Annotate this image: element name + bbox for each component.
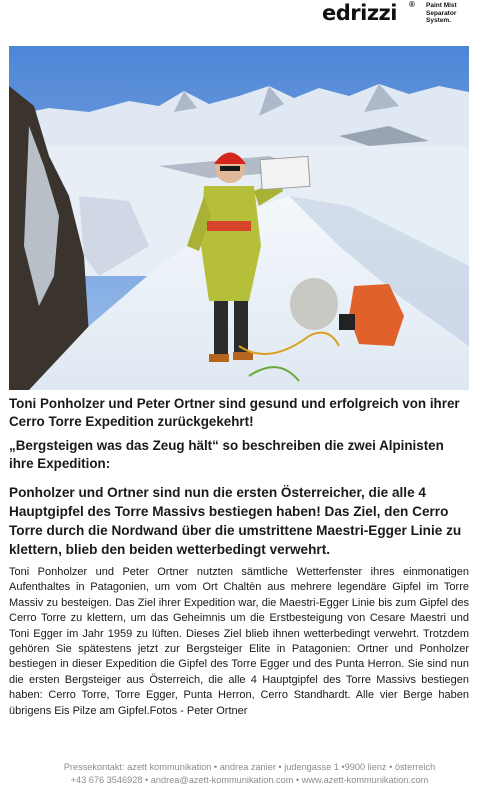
press-contact: Pressekontakt: azett kommunikation • andrea zanier • judengasse 1 •9900 lienz • österreich [63,762,436,772]
article-body: Toni Ponholzer und Peter Ortner nutzten sämtliche Wetterfenster ihres einmonatigen Aufenthaltes in Patagonien, um vom Ort Chaltèn aus mehrere legendäre Gipfel im Torre Massiv zu besteigen. Das Ziel ihrer Expedition war, die Maestri-Egger Linie bis zum Gipfel des Cerro Torre zu klettern, um das Geheimnis um die Erstbesteigung von Cesare Maestri und Toni Egger im Jahr 1959 zu lüften. Dieses Ziel blieb ihnen wetterbedingt verwehrt. Trotzdem gehören Sie spätestens jetzt zur Bergsteiger Elite in Patagonien: Ortner und Ponholzer bestiegen in dieser Expedition die Gipfel des Torre Egger und des Punta Herron. Sie sind nun die ersten Bergsteiger aus Österreich, die alle 4 Hauptgipfel des Torre Massivs bestiegen haben: Cerro Torre, Torre Egger, Punta Herron, Cerro Standhardt. Alle vier Berge haben übrigens Eis Pilze am Gipfel.Fotos - Peter Ortner [9,566,469,717]
summit-sign [260,156,310,189]
article-lead: Toni Ponholzer und Peter Ortner sind gesund und erfolgreich von ihrer Cerro Torre Expedition zurückgekehrt! [9,396,460,429]
logo-wordmark: edrizzi [322,1,397,25]
logo-tagline: Paint Mist Separator System. [426,2,457,24]
article-quote: „Bergsteigen was das Zeug hält“ so beschreiben die zwei Alpinisten ihre Expedition: [9,438,444,471]
summit-photo-illustration [9,46,469,390]
logo-registered-mark: ® [409,0,415,9]
edrizzi-logo [322,2,482,24]
summit-photo [9,46,469,390]
contact-details: +43 676 3546928 • andrea@azett-kommunikation.com • www.azett-kommunikation.com [70,775,429,785]
article-highlight: Ponholzer und Ortner sind nun die ersten Österreicher, die alle 4 Hauptgipfel des Torre Massivs bestiegen haben! Das Ziel, den Cerro Torre durch die Nordwand über die umstrittene Maestri-Egger Linie zu klettern, blieb den beiden wetterbedingt verwehrt. [9,485,462,557]
